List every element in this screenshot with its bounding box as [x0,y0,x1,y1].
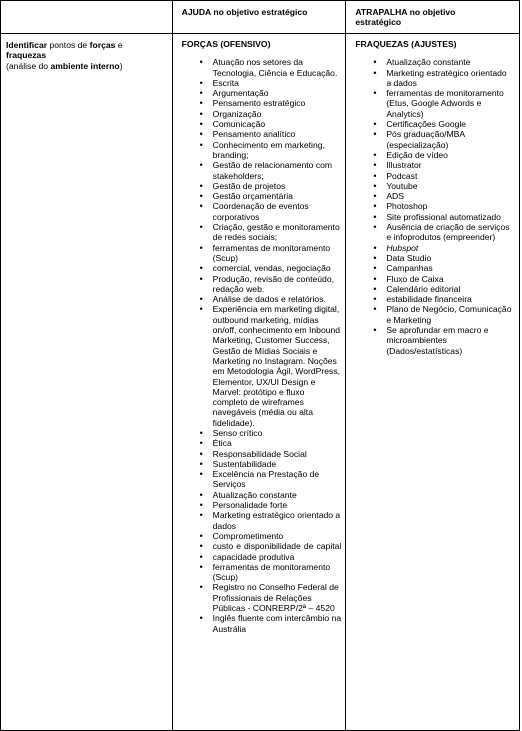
list-item: • Comprometimento [173,531,346,541]
list-item: • Plano de Negócio, Comunicação e Marketing [346,304,519,325]
list-item: • Calendário editorial [346,284,519,294]
internal-analysis-row [1,34,520,731]
list-item: • Se aprofundar em macro e microambientes (Dados/estatísticas) [346,325,519,356]
strengths-title: FORÇAS (OFENSIVO) [181,39,271,49]
list-item: • Data Studio [346,253,519,263]
weaknesses-cell [346,34,520,731]
list-item: • Experiência em marketing digital, outbound marketing, mídias on/off, conhecimento em Inbound Marketing, Customer Success, Gestão de Mídias Sociais e Marketing no Instagram. Noções em Metodologia Ágil, WordPress, Elementor, UX/UI Design e Marvel: protótipo e fluxo completo de wireframes navegáveis (média ou alta fidelidade). [173,304,346,428]
strengths-list [173,57,346,634]
list-item: • ferramentas de monitoramento (Scup) [173,562,346,583]
row-label-text4: ) [119,60,123,71]
weaknesses-title: FRAQUEZAS (AJUSTES) [355,39,457,49]
list-item: • Gestão de projetos [173,181,346,191]
list-item: • Campanhas [346,263,519,273]
list-item: • Marketing estratégico orientado a dados [173,510,346,531]
list-item: • Registro no Conselho Federal de Profissionais de Relações Públicas - CONRERP/2ª – 4520 [173,582,346,613]
list-item: • ferramentas de monitoramento (Etus, Google Adwords e Analytics) [346,88,519,119]
list-item: • Responsabilidade Social [173,449,346,459]
list-item: • Atualização constante [346,57,519,67]
list-item: • Senso crítico [173,428,346,438]
row-label-cell [1,34,173,731]
header-hinders [346,1,519,28]
list-item: • Coordenação de eventos corporativos [173,201,346,222]
list-item: • custo e disponibilidade de capital [173,541,346,551]
row-label-text2: e [115,40,123,50]
header-hinders-line1: ATRAPALHA no objetivo [355,7,456,17]
header-helps: AJUDA no objetivo estratégico [181,7,308,17]
header-hinders-cell [346,1,520,34]
list-item: • Site profissional automatizado [346,212,519,222]
weaknesses-list [346,57,519,356]
strengths-cell [172,34,346,731]
list-item: • comercial, vendas, negociação [173,263,346,273]
header-helps-cell [172,1,346,34]
list-item: • Gestão orçamentária [173,191,346,201]
row-label-strengths: forças [89,40,116,50]
header-hinders-line2: estratégico [355,17,402,28]
row-label-text3: (análise do [6,60,51,71]
list-item: • Sustentabilidade [173,459,346,469]
list-item: • Fluxo de Caixa [346,274,519,284]
list-item: • Ausência de criação de serviços e infoprodutos (empreender) [346,222,519,243]
list-item: • Gestão de relacionamento com stakeholders; [173,160,346,181]
list-item: • Atuação nos setores da Tecnologia, Ciência e Educação. [173,57,346,78]
list-item: • Argumentação [173,88,346,98]
list-item: • Illustrator [346,160,519,170]
list-item: • Personalidade forte [173,500,346,510]
list-item: • ferramentas de monitoramento (Scup) [173,243,346,264]
list-item: • Marketing estratégico orientado a dados [346,68,519,89]
list-item: • Hubspot [346,243,519,253]
row-label-weaknesses: fraquezas [6,50,47,61]
list-item: • Escrita [173,78,346,88]
list-item: • Photoshop [346,201,519,211]
list-item: • Produção, revisão de conteúdo, redação web. [173,274,346,295]
list-item: • Edição de vídeo [346,150,519,160]
list-item: • Inglês fluente com intercâmbio na Austrália [173,613,346,634]
list-item: • Certificações Google [346,119,519,129]
row-label-internal-env: ambiente interno [50,60,120,71]
header-row [1,1,520,34]
list-item: • Youtube [346,181,519,191]
row-label [1,34,172,71]
list-item: • Atualização constante [173,490,346,500]
list-item: • Podcast [346,171,519,181]
list-item: • Organização [173,109,346,119]
row-label-identify: Identificar [6,40,48,50]
list-item: • Conhecimento em marketing, branding; [173,140,346,161]
list-item: • estabilidade financeira [346,294,519,304]
list-item: • Pensamento estratégico [173,98,346,108]
list-item: • Comunicação [173,119,346,129]
header-empty-cell [1,1,173,34]
list-item: • Excelência na Prestação de Serviços [173,469,346,490]
list-item: • Criação, gestão e monitoramento de redes sociais; [173,222,346,243]
list-item: • Pós graduação/MBA (especialização) [346,129,519,150]
row-label-text1: pontos de [47,40,90,50]
list-item: • Ética [173,438,346,448]
list-item: • Análise de dados e relatórios. [173,294,346,304]
list-item: • ADS [346,191,519,201]
list-item: • capacidade produtiva [173,552,346,562]
list-item: • Pensamento analítico [173,129,346,139]
